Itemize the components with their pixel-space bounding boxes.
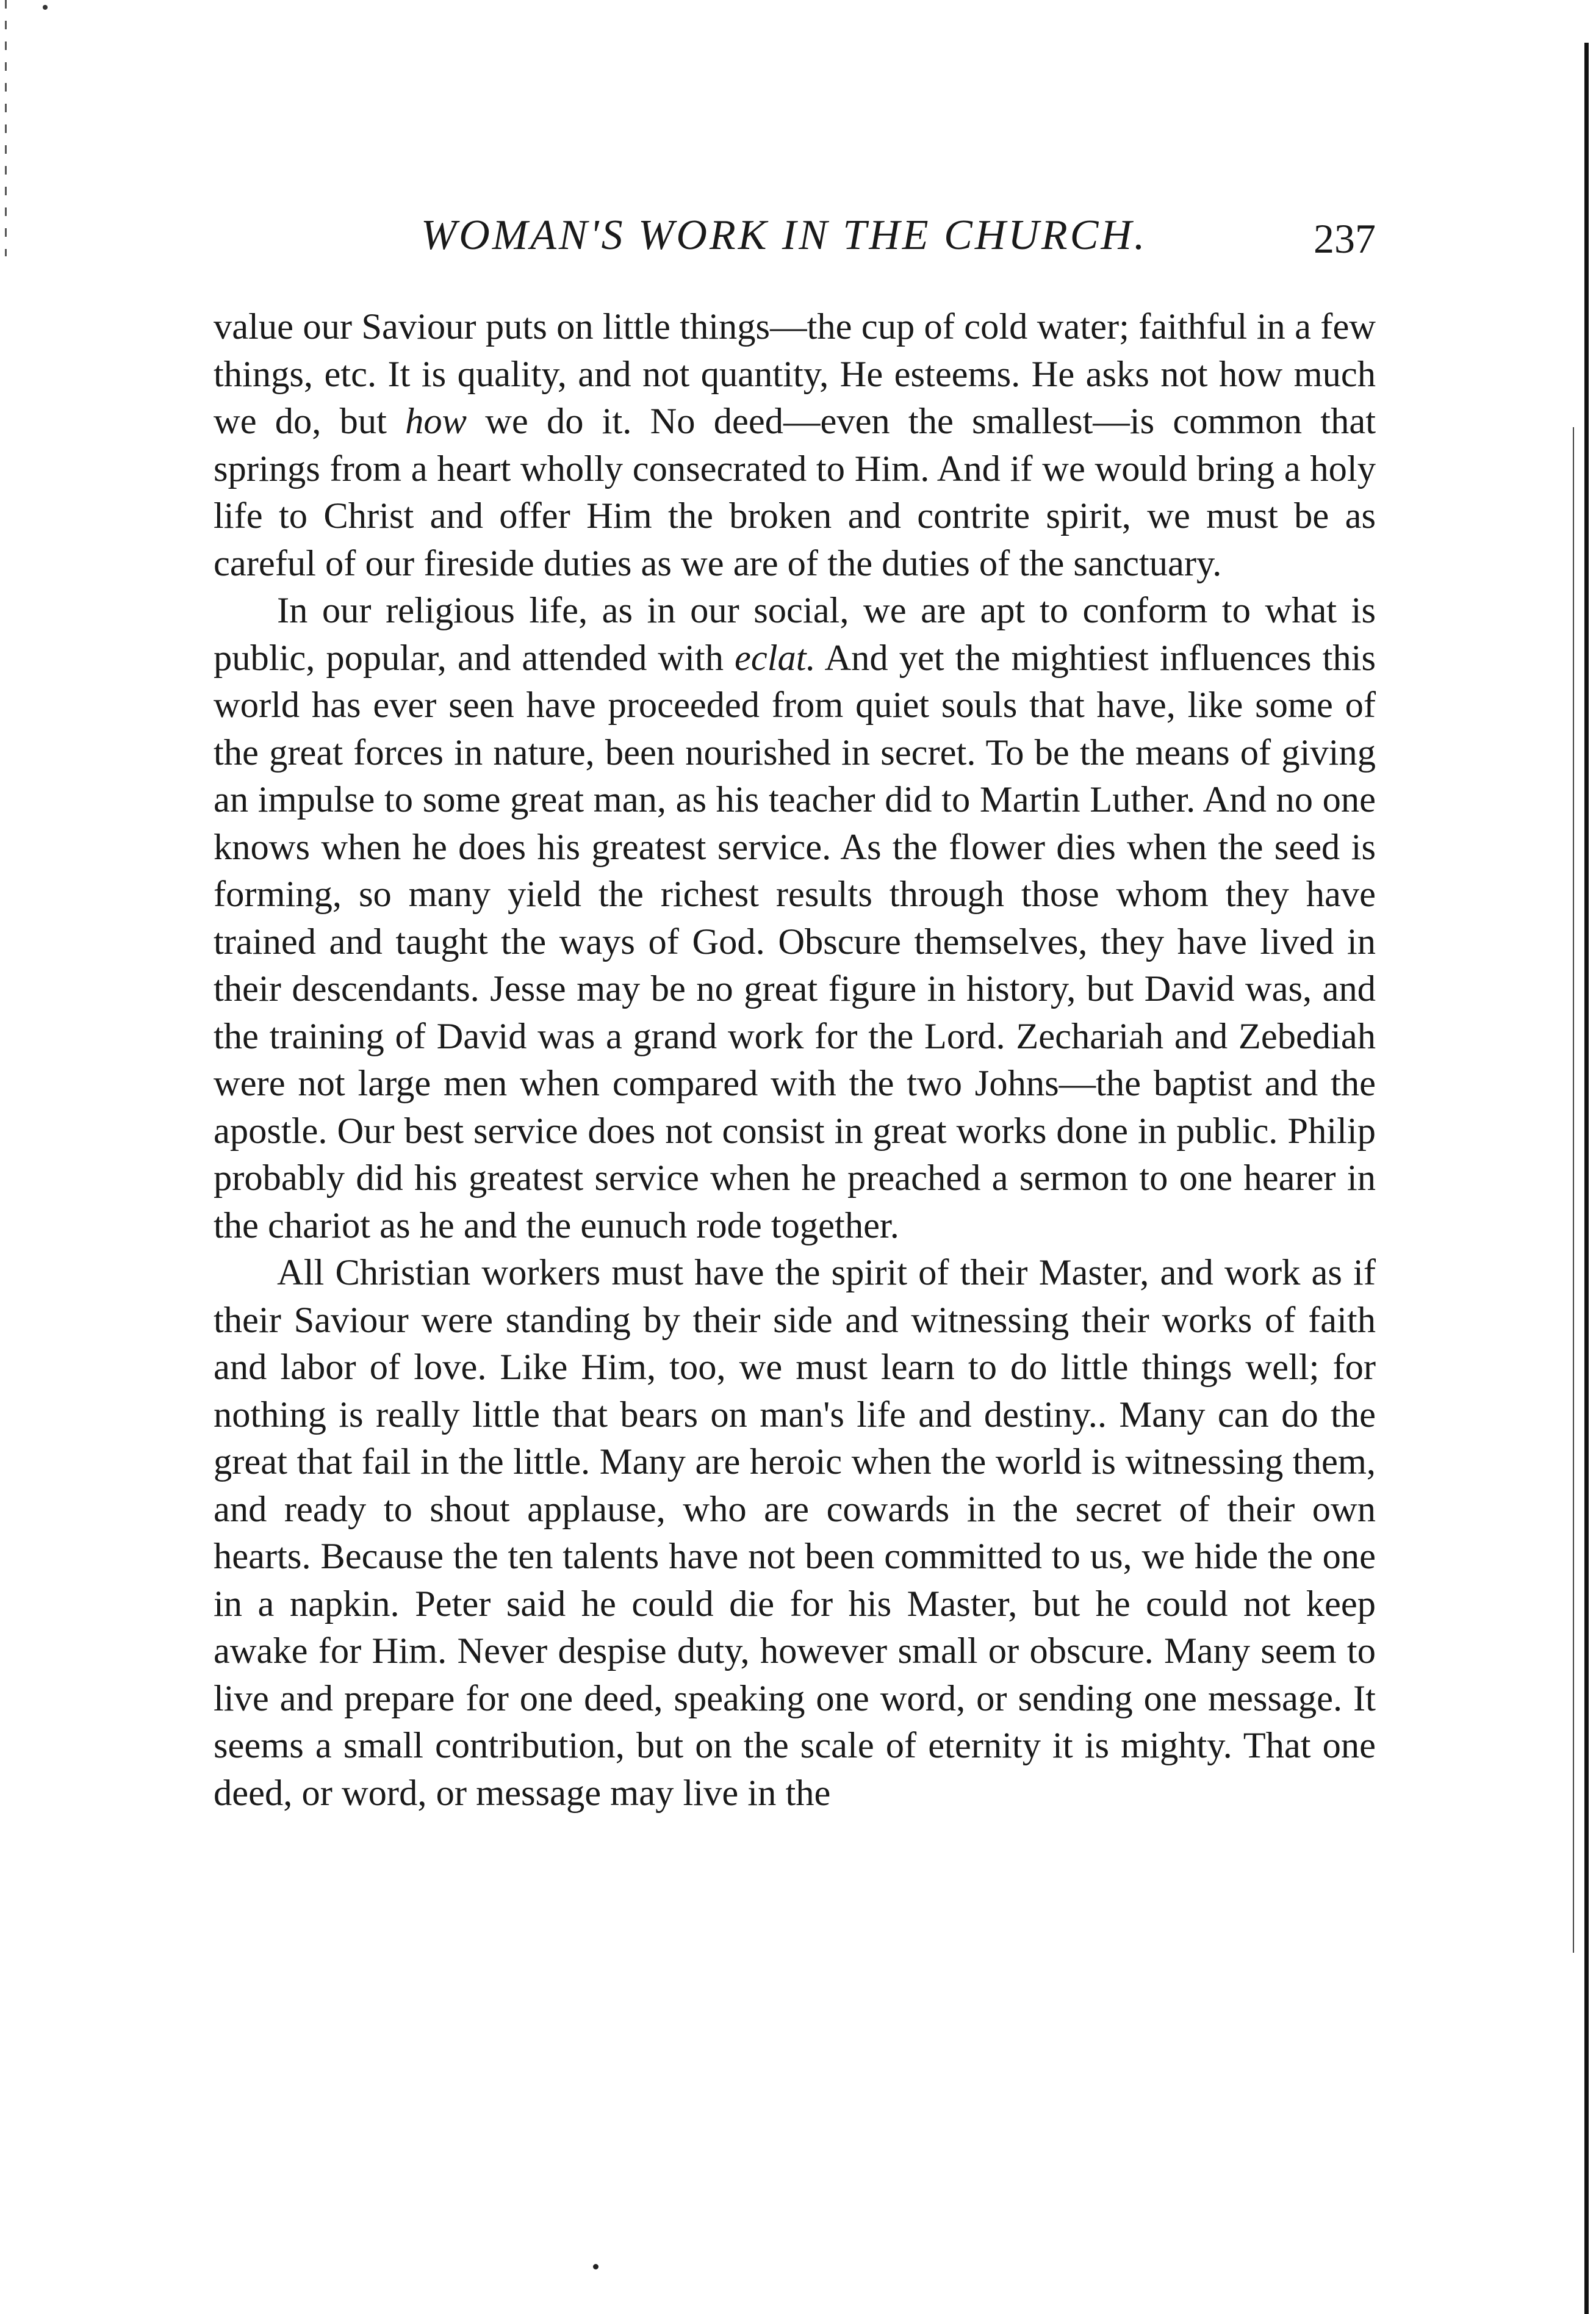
text-run: In our religious life, as in our social, we are apt to conform to what is public, popular, and attended with (214, 590, 1376, 679)
page-number: 237 (1314, 215, 1376, 262)
scan-edge-right (1584, 43, 1589, 2314)
text-run: And yet the mightiest influences this world has ever seen have proceeded from quiet souls that have, like some of the great forces in nature, been nourished in secret. To be the means of giving an impulse to some great man, as his teacher did to Martin Luther. And no one knows when he does his greatest service. As the flower dies when the seed is forming, so many yield the richest results through those whom they have trained and taught the ways of God. Obscure themselves, they have lived in their descendants. Jesse may be no great figure in history, but David was, and the training of David was a grand work for the Lord. Zechariah and Zebediah were not large men when compared with the two Johns—the baptist and the apostle. Our best service does not consist in great works done in public. Philip probably did his greatest service when he preached a sermon to one hearer in the chariot as he and the eunuch rode together. (214, 637, 1376, 1246)
italic-text-run: how (405, 401, 467, 442)
scan-edge-right-inner (1573, 427, 1574, 1953)
italic-text-run: eclat. (735, 637, 816, 679)
paragraph (214, 1249, 1376, 1817)
scan-speck-bottom (593, 2264, 598, 2269)
text-run: All Christian workers must have the spirit of their Master, and work as if their Saviour were standing by their side and witnessing their works of faith and labor of love. Like Him, too, we must learn to do little things well; for nothing is really little that bears on man's life and destiny.. Many can do the great that fail in the little. Many are heroic when the world is witnessing them, and ready to shout applause, who are cowards in the secret of their own hearts. Because the ten talents have not been committed to us, we hide the one in a napkin. Peter said he could die for his Master, but he could not keep awake for Him. Never despise duty, however small or obscure. Many seem to live and prepare for one deed, speaking one word, or sending one message. It seems a small contribution, but on the scale of eternity it is mighty. That one deed, or word, or message may live in the (214, 1252, 1376, 1814)
scan-speck (43, 5, 48, 10)
scan-edge-left (5, 0, 7, 256)
running-head (214, 211, 1376, 266)
body-text (214, 303, 1376, 1817)
text-run: we do it. No deed—even the smallest—is common that springs from a heart wholly consecrated to Him. And if we would bring a holy life to Christ and offer Him the broken and contrite spirit, we must be as careful of our fireside duties as we are of the duties of the sanctuary. (214, 401, 1376, 584)
paragraph (214, 587, 1376, 1249)
running-title: WOMAN'S WORK IN THE CHURCH. (421, 212, 1148, 259)
text-run: value our Saviour puts on little things—the cup of cold water; faithful in a few things, etc. It is quality, and not quantity, He esteems. He asks not how much we do, but (214, 306, 1376, 442)
paragraph (214, 303, 1376, 587)
